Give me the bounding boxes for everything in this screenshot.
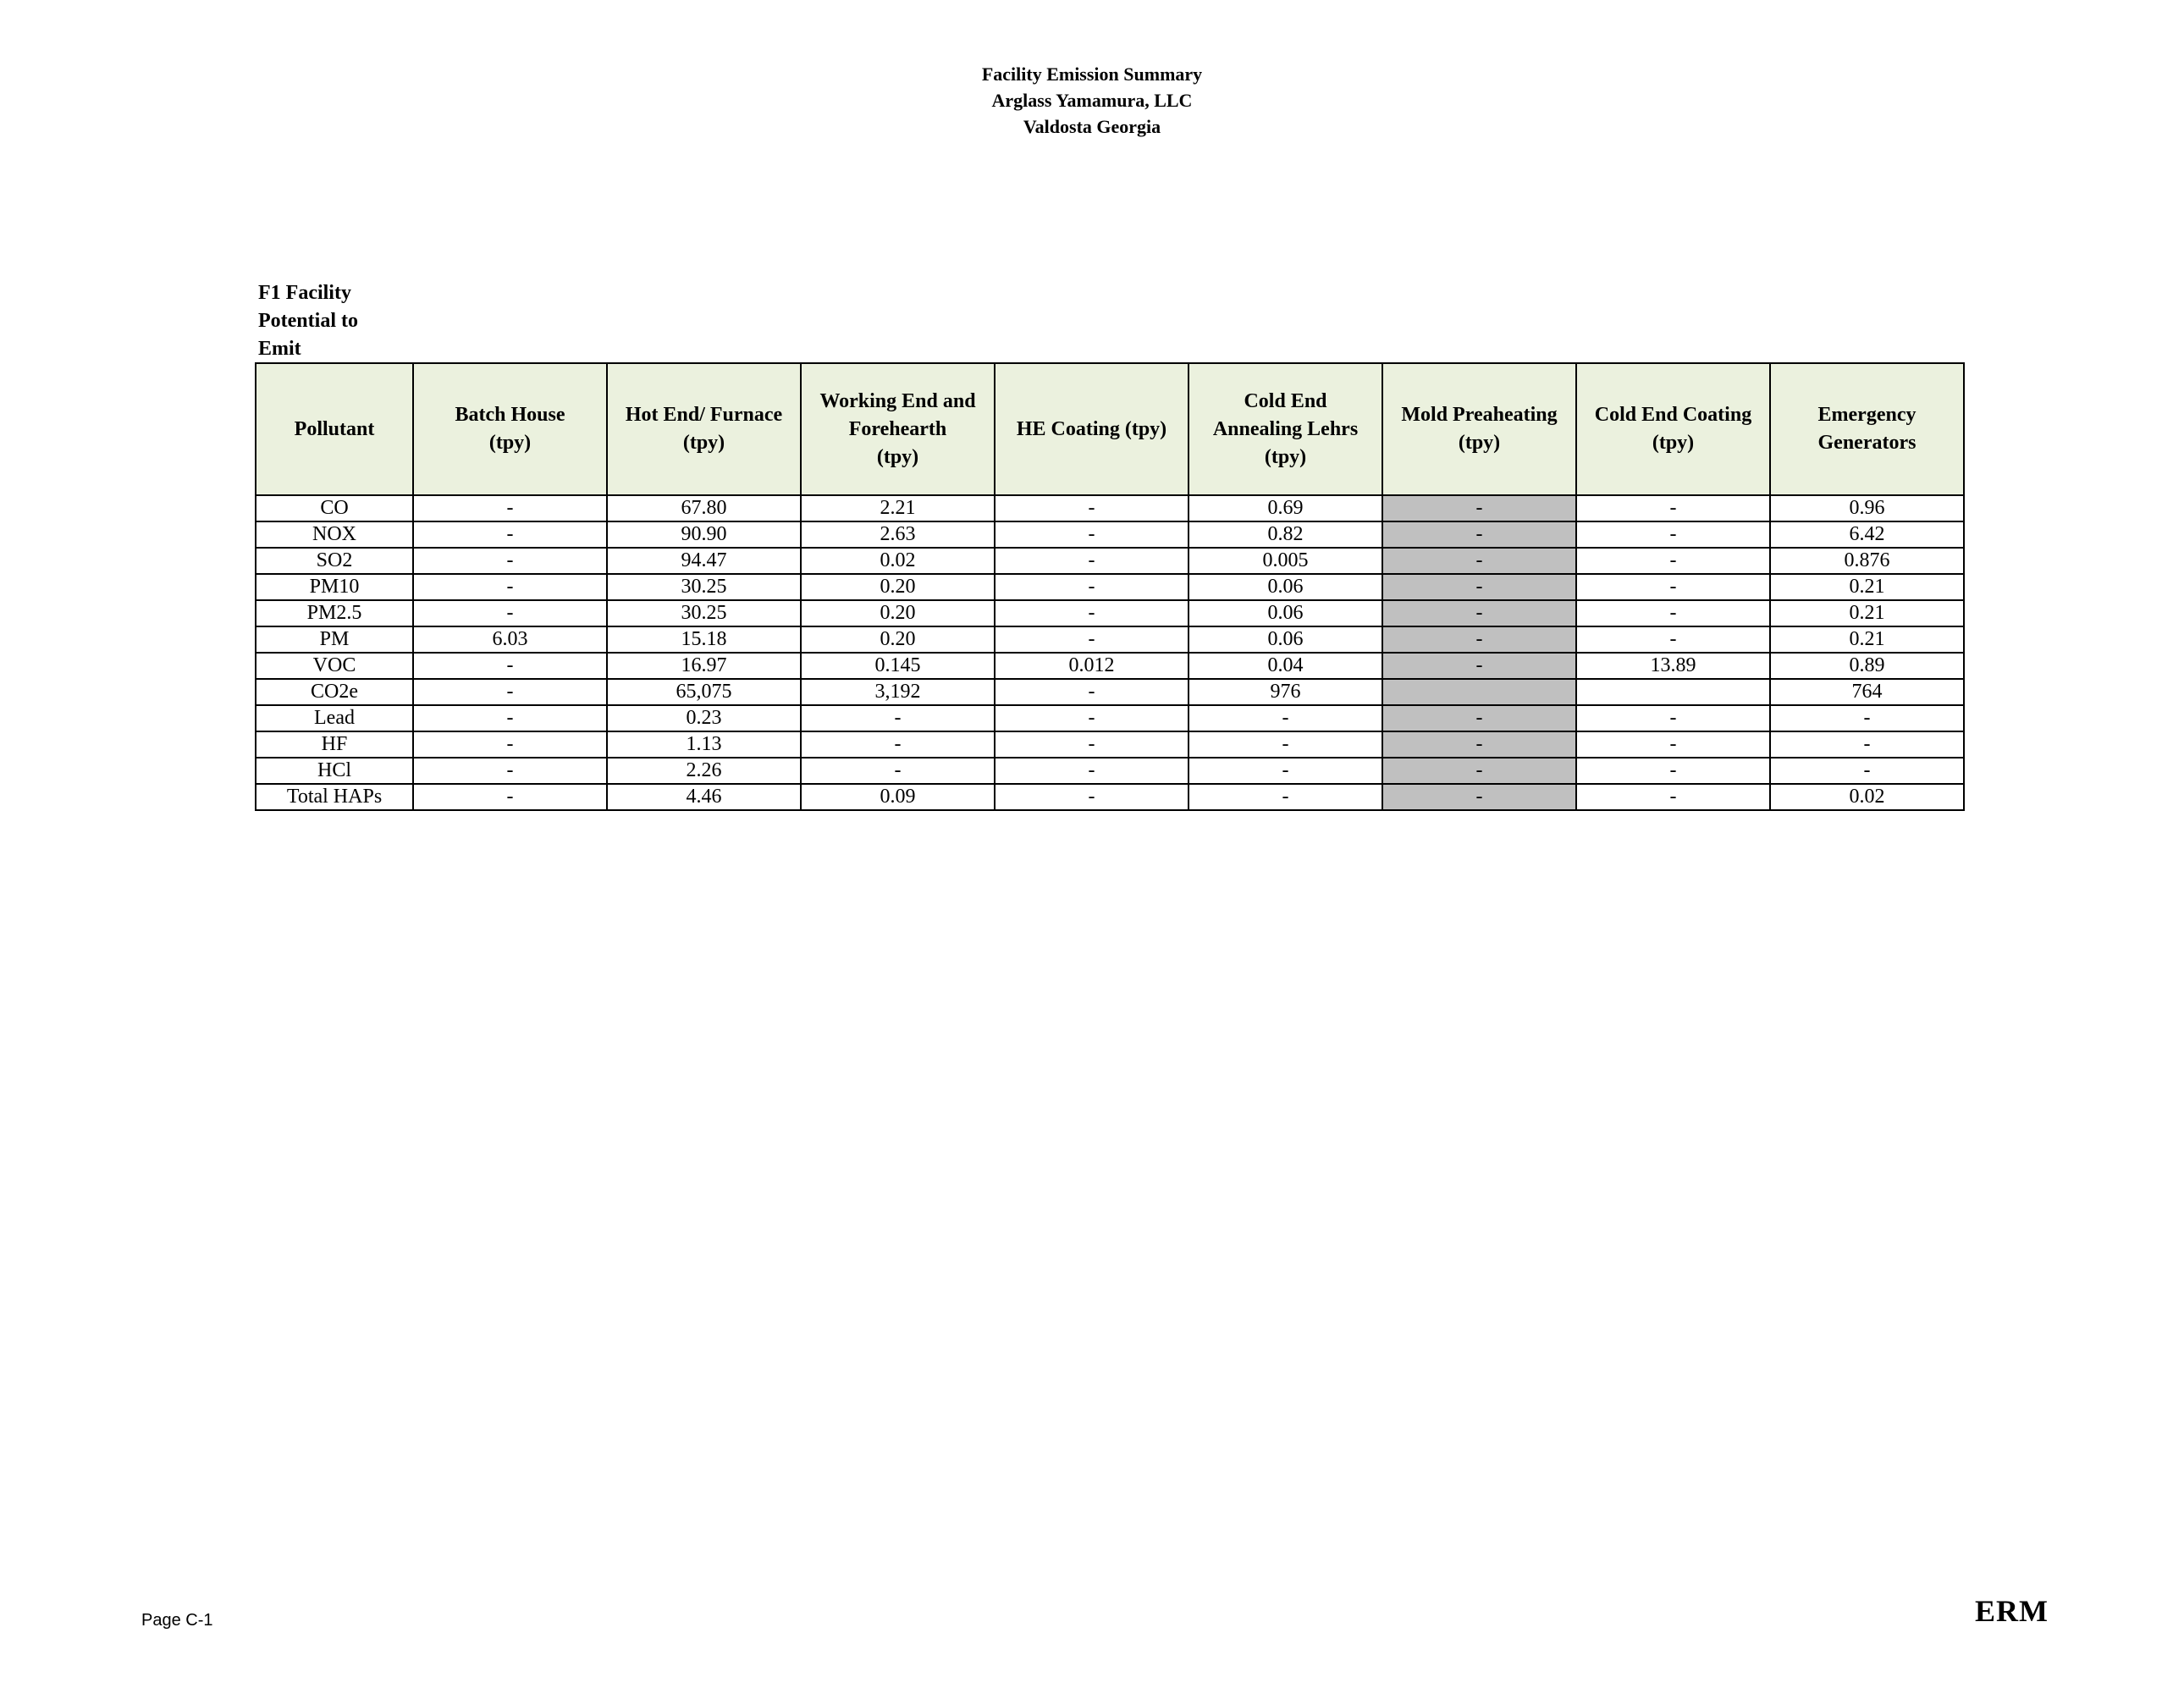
emission-value-cell: -	[1189, 758, 1382, 784]
emission-value-cell: 13.89	[1576, 653, 1770, 679]
emission-value-cell	[1382, 679, 1576, 705]
emission-value-cell: 0.96	[1770, 495, 1964, 521]
emission-value-cell: -	[995, 521, 1189, 548]
emission-value-cell: 0.04	[1189, 653, 1382, 679]
emission-value-cell: -	[995, 495, 1189, 521]
column-header: Hot End/ Furnace (tpy)	[607, 363, 801, 495]
emission-value-cell: 4.46	[607, 784, 801, 810]
emission-value-cell: 0.145	[801, 653, 995, 679]
emission-value-cell: -	[1382, 758, 1576, 784]
table-row	[256, 574, 1964, 600]
table-row	[256, 626, 1964, 653]
facility-location: Valdosta Georgia	[1023, 116, 1161, 137]
emission-value-cell: -	[1770, 758, 1964, 784]
emission-value-cell: 0.012	[995, 653, 1189, 679]
pollutant-cell: SO2	[256, 548, 413, 574]
emission-value-cell: -	[413, 784, 607, 810]
emission-value-cell: 0.20	[801, 600, 995, 626]
pollutant-cell: HF	[256, 731, 413, 758]
emission-value-cell: 3,192	[801, 679, 995, 705]
emission-value-cell: -	[995, 758, 1189, 784]
emission-value-cell: -	[1576, 731, 1770, 758]
emission-value-cell: -	[1382, 574, 1576, 600]
emission-value-cell: -	[995, 548, 1189, 574]
emission-value-cell: 0.005	[1189, 548, 1382, 574]
emission-value-cell: -	[1576, 574, 1770, 600]
emission-value-cell: -	[413, 574, 607, 600]
emission-value-cell: -	[1382, 600, 1576, 626]
emission-value-cell: -	[1189, 784, 1382, 810]
column-header: Pollutant	[256, 363, 413, 495]
table-row	[256, 784, 1964, 810]
column-header: Emergency Generators	[1770, 363, 1964, 495]
emission-value-cell: -	[1382, 731, 1576, 758]
pollutant-cell: PM2.5	[256, 600, 413, 626]
emission-value-cell: 764	[1770, 679, 1964, 705]
table-row	[256, 495, 1964, 521]
emission-value-cell: -	[995, 705, 1189, 731]
emission-value-cell: -	[995, 600, 1189, 626]
column-header: Working End and Forehearth (tpy)	[801, 363, 995, 495]
table-row	[256, 705, 1964, 731]
emission-value-cell: 0.20	[801, 574, 995, 600]
emission-value-cell: 90.90	[607, 521, 801, 548]
table-row	[256, 521, 1964, 548]
emission-value-cell: 1.13	[607, 731, 801, 758]
emission-value-cell: 2.21	[801, 495, 995, 521]
emission-value-cell	[1576, 679, 1770, 705]
emission-value-cell: 67.80	[607, 495, 801, 521]
document-header	[0, 61, 2184, 140]
emission-value-cell: -	[995, 574, 1189, 600]
emission-value-cell: 0.23	[607, 705, 801, 731]
emission-value-cell: 0.02	[801, 548, 995, 574]
emission-value-cell: 94.47	[607, 548, 801, 574]
emission-value-cell: -	[995, 731, 1189, 758]
emission-value-cell: -	[1576, 758, 1770, 784]
table-row	[256, 548, 1964, 574]
pollutant-cell: CO2e	[256, 679, 413, 705]
emission-value-cell: 0.82	[1189, 521, 1382, 548]
emission-value-cell: -	[1189, 705, 1382, 731]
pollutant-cell: Lead	[256, 705, 413, 731]
emission-value-cell: -	[1189, 731, 1382, 758]
emission-value-cell: 30.25	[607, 600, 801, 626]
emission-value-cell: 0.21	[1770, 626, 1964, 653]
emission-value-cell: 0.02	[1770, 784, 1964, 810]
emission-value-cell: -	[1576, 600, 1770, 626]
column-header: Mold Preaheating (tpy)	[1382, 363, 1576, 495]
emission-value-cell: 6.03	[413, 626, 607, 653]
emission-value-cell: -	[413, 495, 607, 521]
emission-value-cell: -	[413, 548, 607, 574]
emission-value-cell: 0.21	[1770, 574, 1964, 600]
table-row	[256, 758, 1964, 784]
emission-value-cell: -	[413, 600, 607, 626]
emission-value-cell: 0.06	[1189, 574, 1382, 600]
emission-value-cell: -	[1576, 521, 1770, 548]
emission-value-cell: 30.25	[607, 574, 801, 600]
emission-value-cell: 16.97	[607, 653, 801, 679]
page-number: Page C-1	[141, 1611, 213, 1630]
pollutant-cell: NOX	[256, 521, 413, 548]
pollutant-cell: PM	[256, 626, 413, 653]
emission-value-cell: 0.06	[1189, 626, 1382, 653]
column-header: Cold End Coating (tpy)	[1576, 363, 1770, 495]
emission-value-cell: 65,075	[607, 679, 801, 705]
emission-value-cell: 0.06	[1189, 600, 1382, 626]
emission-value-cell: -	[1770, 705, 1964, 731]
pollutant-cell: CO	[256, 495, 413, 521]
emission-value-cell: -	[1382, 626, 1576, 653]
emission-value-cell: -	[801, 705, 995, 731]
emission-value-cell: 15.18	[607, 626, 801, 653]
emission-value-cell: -	[995, 679, 1189, 705]
company-name: Arglass Yamamura, LLC	[991, 90, 1193, 111]
table-header-row	[256, 363, 1964, 495]
table-row	[256, 600, 1964, 626]
document-title: Facility Emission Summary	[981, 63, 1203, 85]
table-row	[256, 731, 1964, 758]
pollutant-cell: VOC	[256, 653, 413, 679]
table-body	[256, 495, 1964, 810]
emission-value-cell: 6.42	[1770, 521, 1964, 548]
emission-value-cell: -	[413, 705, 607, 731]
erm-logo: ERM	[1975, 1594, 2049, 1628]
emissions-table	[255, 362, 1965, 811]
emission-value-cell: -	[413, 521, 607, 548]
emission-value-cell: -	[1382, 653, 1576, 679]
column-header: HE Coating (tpy)	[995, 363, 1189, 495]
emission-value-cell: -	[413, 653, 607, 679]
section-label	[258, 279, 394, 363]
emission-value-cell: -	[1576, 548, 1770, 574]
emission-value-cell: 2.26	[607, 758, 801, 784]
emission-value-cell: 976	[1189, 679, 1382, 705]
emission-value-cell: -	[801, 758, 995, 784]
emission-value-cell: -	[1382, 521, 1576, 548]
column-header: Cold End Annealing Lehrs (tpy)	[1189, 363, 1382, 495]
emission-value-cell: 0.20	[801, 626, 995, 653]
section-label-line: F1 Facility	[258, 282, 351, 304]
emission-value-cell: -	[995, 784, 1189, 810]
emission-value-cell: 0.89	[1770, 653, 1964, 679]
emission-value-cell: -	[413, 731, 607, 758]
table-row	[256, 653, 1964, 679]
emission-value-cell: -	[1382, 705, 1576, 731]
pollutant-cell: PM10	[256, 574, 413, 600]
emission-value-cell: -	[1576, 705, 1770, 731]
emission-value-cell: -	[1576, 784, 1770, 810]
emission-value-cell: 0.21	[1770, 600, 1964, 626]
emission-value-cell: -	[1382, 784, 1576, 810]
section-label-line: Potential to	[258, 310, 358, 332]
emission-value-cell: -	[1576, 495, 1770, 521]
emission-value-cell: 2.63	[801, 521, 995, 548]
emission-value-cell: -	[1382, 548, 1576, 574]
section-label-line: Emit	[258, 338, 301, 360]
emission-value-cell: -	[801, 731, 995, 758]
emission-value-cell: 0.09	[801, 784, 995, 810]
emission-value-cell: 0.876	[1770, 548, 1964, 574]
pollutant-cell: HCl	[256, 758, 413, 784]
table-row	[256, 679, 1964, 705]
emission-value-cell: -	[413, 679, 607, 705]
emission-value-cell: -	[1576, 626, 1770, 653]
emission-value-cell: -	[413, 758, 607, 784]
emission-value-cell: -	[1382, 495, 1576, 521]
emission-value-cell: -	[1770, 731, 1964, 758]
column-header: Batch House (tpy)	[413, 363, 607, 495]
emission-value-cell: -	[995, 626, 1189, 653]
pollutant-cell: Total HAPs	[256, 784, 413, 810]
emission-value-cell: 0.69	[1189, 495, 1382, 521]
